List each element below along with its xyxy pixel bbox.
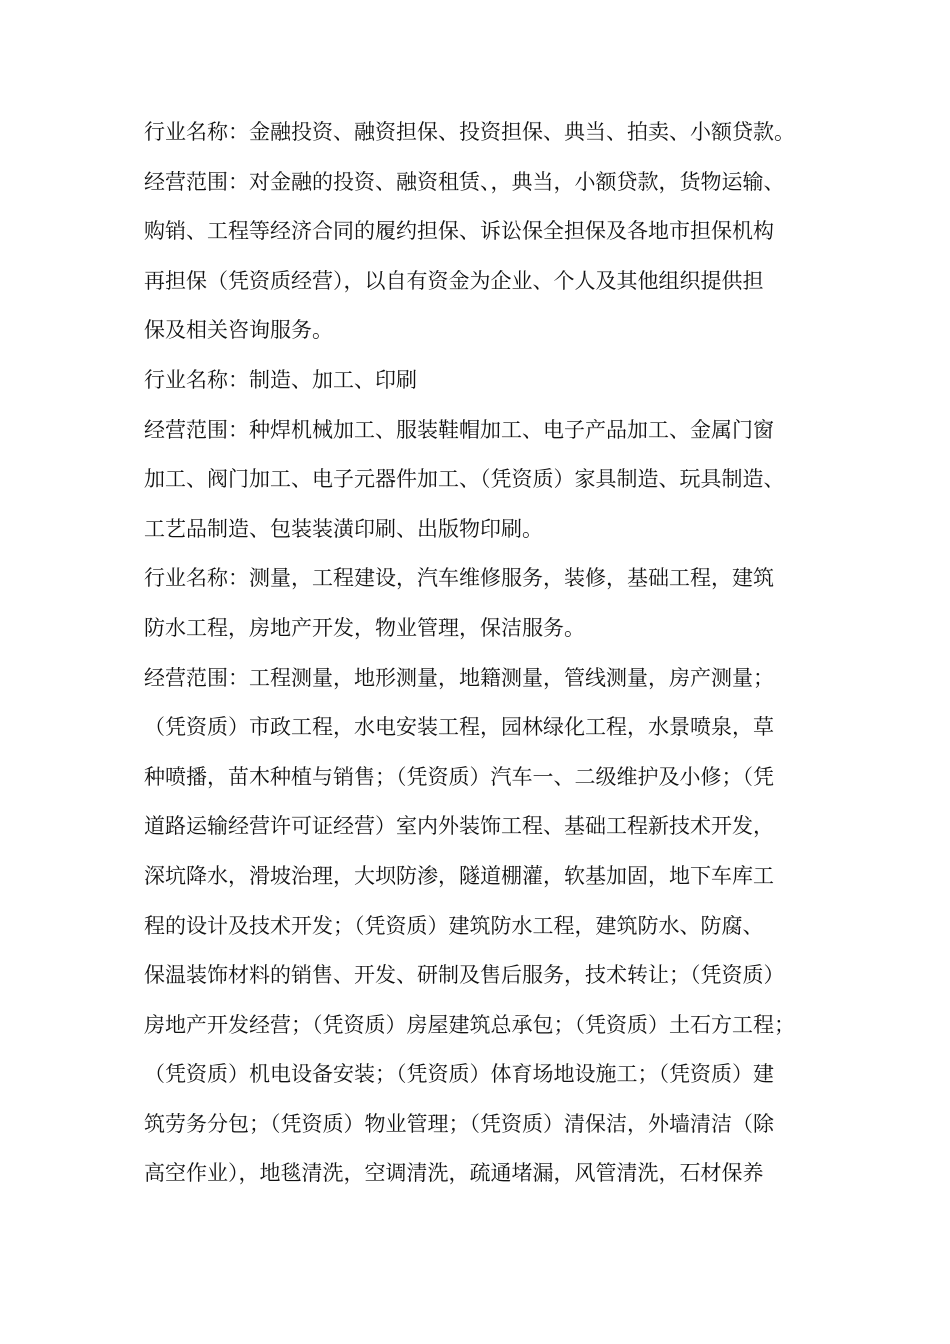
text-line-5: 保及相关咨询服务。 — [144, 318, 333, 343]
text-line-19: 房地产开发经营；（凭资质）房屋建筑总承包；（凭资质）土石方工程； — [144, 1012, 795, 1037]
text-line-12: 经营范围：工程测量，地形测量，地籍测量，管线测量，房产测量； — [144, 665, 774, 690]
text-line-4: 再担保（凭资质经营），以自有资金为企业、个人及其他组织提供担 — [144, 268, 764, 293]
text-line-16: 深坑降水，滑坡治理，大坝防渗，隧道棚灌，软基加固，地下车库工 — [144, 863, 774, 888]
text-line-18: 保温装饰材料的销售、开发、研制及售后服务，技术转让；（凭资质） — [144, 963, 785, 988]
text-line-17: 程的设计及技术开发；（凭资质）建筑防水工程，建筑防水、防腐、 — [144, 913, 764, 938]
text-line-2: 经营范围：对金融的投资、融资租赁、，典当，小额贷款，货物运输、 — [144, 169, 785, 194]
text-line-6: 行业名称：制造、加工、印刷 — [144, 367, 417, 392]
text-line-20: （凭资质）机电设备安装；（凭资质）体育场地设施工；（凭资质）建 — [144, 1062, 774, 1087]
text-line-22: 高空作业），地毯清洗，空调清洗，疏通堵漏，风管清洗，石材保养 — [144, 1161, 764, 1186]
text-line-8: 加工、阀门加工、电子元器件加工、（凭资质）家具制造、玩具制造、 — [144, 467, 785, 492]
text-line-9: 工艺品制造、包装装潢印刷、出版物印刷。 — [144, 516, 543, 541]
text-line-3: 购销、工程等经济合同的履约担保、诉讼保全担保及各地市担保机构 — [144, 219, 774, 244]
text-line-1: 行业名称：金融投资、融资担保、投资担保、典当、拍卖、小额贷款。 — [144, 120, 795, 144]
text-line-14: 种喷播，苗木种植与销售；（凭资质）汽车一、二级维护及小修；（凭 — [144, 764, 774, 789]
text-line-21: 筑劳务分包；（凭资质）物业管理；（凭资质）清保洁，外墙清洁（除 — [144, 1111, 774, 1136]
text-line-7: 经营范围：种焊机械加工、服装鞋帽加工、电子产品加工、金属门窗 — [144, 417, 774, 442]
text-line-10: 行业名称：测量，工程建设，汽车维修服务，装修，基础工程，建筑 — [144, 566, 774, 591]
text-line-11: 防水工程，房地产开发，物业管理，保洁服务。 — [144, 615, 585, 640]
text-line-15: 道路运输经营许可证经营）室内外装饰工程、基础工程新技术开发， — [144, 814, 774, 839]
text-line-13: （凭资质）市政工程，水电安装工程，园林绿化工程，水景喷泉，草 — [144, 715, 774, 740]
document-body — [144, 108, 816, 1199]
